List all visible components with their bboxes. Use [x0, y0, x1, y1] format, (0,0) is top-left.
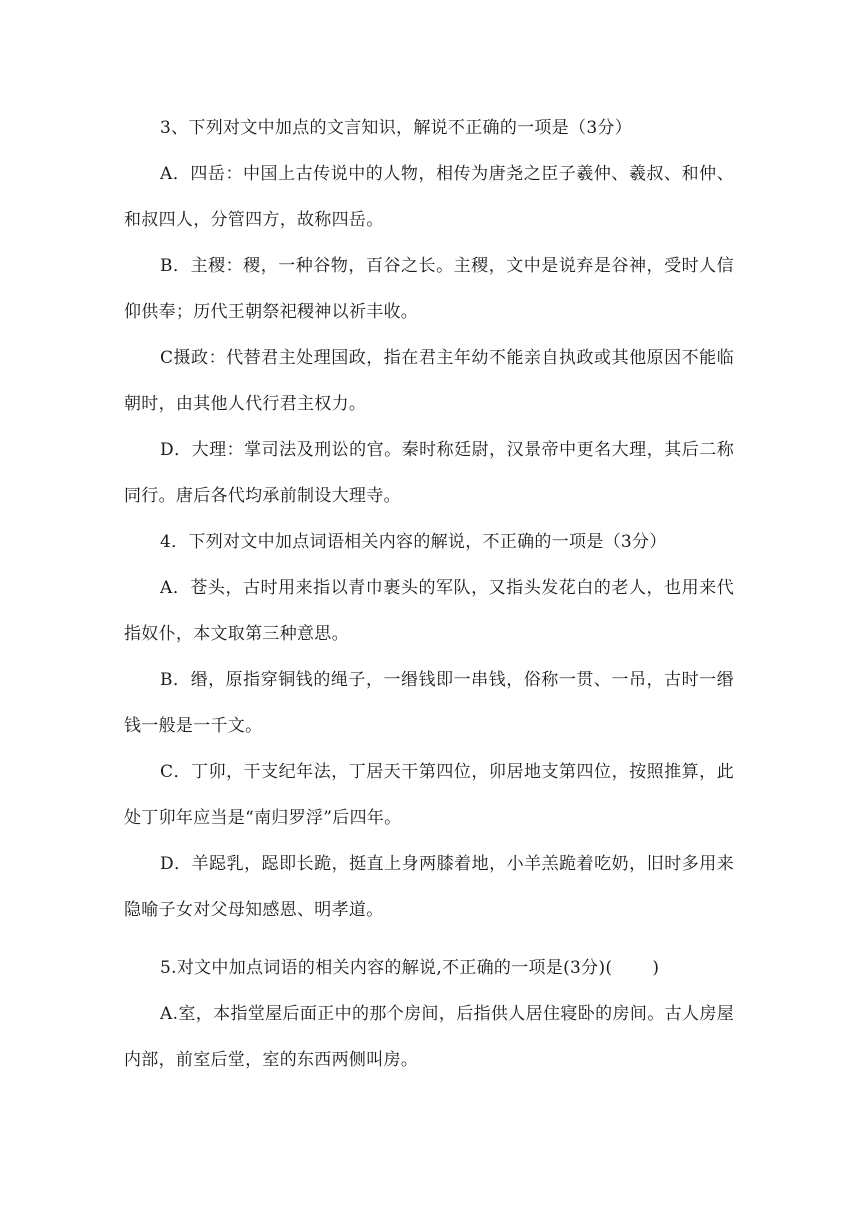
question-4-option-d: D．羊跽乳，跽即长跪，挺直上身两膝着地，小羊羔跪着吃奶，旧时多用来隐喻子女对父母知感恩、明孝道。: [124, 854, 734, 920]
question-3-option-b: B．主稷：稷，一种谷物，百谷之长。主稷，文中是说弃是谷神，受时人信仰供奉；历代王朝祭祀稷神以祈丰收。: [124, 256, 734, 322]
question-3-option-c: C摄政：代替君主处理国政，指在君主年幼不能亲自执政或其他原因不能临朝时，由其他人代行君主权力。: [124, 348, 734, 414]
question-5-stem-close: ): [652, 958, 660, 978]
question-5-option-a: A.室，本指堂屋后面正中的那个房间，后指供人居住寝卧的房间。古人房屋内部，前室后堂，室的东西两侧叫房。: [124, 1004, 734, 1070]
question-5-stem: [124, 945, 734, 991]
question-5-stem-text: 5.对文中加点词语的相关内容的解说,不正确的一项是(3分)(: [160, 958, 613, 978]
question-3-option-a: A．四岳：中国上古传说中的人物，相传为唐尧之臣子羲仲、羲叔、和仲、和叔四人，分管四方，故称四岳。: [124, 164, 734, 230]
question-4-stem: 4．下列对文中加点词语相关内容的解说，不正确的一项是（3分）: [160, 532, 667, 552]
question-4-option-c: C．丁卯，干支纪年法，丁居天干第四位，卯居地支第四位，按照推算，此处丁卯年应当是“南归罗浮”后四年。: [124, 762, 734, 828]
question-4-option-a: A．苍头，古时用来指以青巾裹头的军队，又指头发花白的老人，也用来代指奴仆，本文取第三种意思。: [124, 578, 734, 644]
question-3-option-d: D．大理：掌司法及刑讼的官。秦时称廷尉，汉景帝中更名大理，其后二称同行。唐后各代均承前制设大理寺。: [124, 440, 734, 506]
question-3-stem: 3、下列对文中加点的文言知识，解说不正确的一项是（3分）: [160, 118, 633, 138]
question-4-option-b: B．缗，原指穿铜钱的绳子，一缗钱即一串钱，俗称一贯、一吊，古时一缗钱一般是一千文。: [124, 670, 734, 736]
